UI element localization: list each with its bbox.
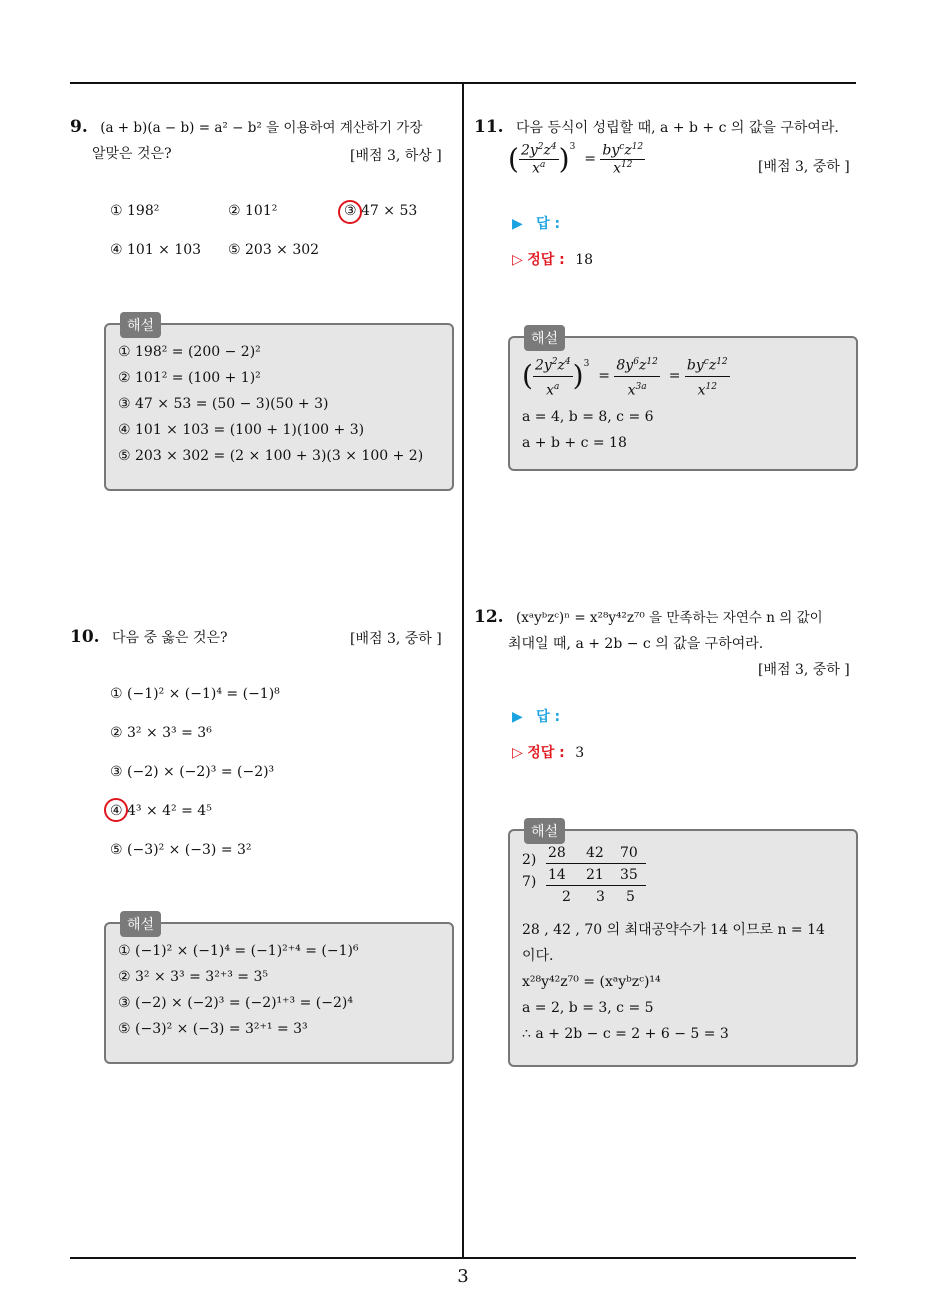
q9-number: 9. (70, 117, 88, 137)
q12-number: 12. (474, 607, 504, 627)
division-cell: 2 (562, 889, 571, 905)
q9-explanation-line: ③ 47 × 53 = (50 − 3)(50 + 3) (118, 396, 329, 412)
divisor: 2) (522, 852, 537, 868)
q11-correct-row (512, 249, 593, 269)
q9-choice-1[interactable]: ① 198² (110, 203, 160, 219)
q12-correct-row (512, 742, 584, 762)
q12-answer-label: 답 : (536, 709, 561, 725)
q10-number: 10. (70, 627, 100, 647)
q9-text-line1: (a + b)(a − b) = a² − b² 을 이용하여 계산하기 가장 (100, 120, 423, 136)
q9-selected-circle (338, 200, 362, 224)
division-cell: 21 (586, 867, 604, 883)
q10-choice-3[interactable]: ③ (−2) × (−2)³ = (−2)³ (110, 764, 275, 780)
page-number: 3 (457, 1266, 469, 1287)
division-row (522, 867, 844, 889)
q10-explanation-line: ③ (−2) × (−2)³ = (−2)¹⁺³ = (−2)⁴ (118, 995, 353, 1011)
division-cell: 14 (548, 867, 566, 883)
q12-text-line2: 최대일 때, a + 2b − c 의 값을 구하여라. (508, 636, 764, 652)
q10-explanation-tab: 해설 (120, 911, 161, 937)
q10-text: 다음 중 옳은 것은? (112, 630, 228, 646)
q9-explanation-box (104, 318, 454, 491)
q10-explanation-box (104, 917, 454, 1064)
play-icon: ▶ (512, 216, 523, 232)
q10-selected-circle (104, 798, 128, 822)
q9-explanation-line: ⑤ 203 × 302 = (2 × 100 + 3)(3 × 100 + 2) (118, 448, 424, 464)
q11-explanation-tab: 해설 (524, 325, 565, 351)
q9-explanation-line: ④ 101 × 103 = (100 + 1)(100 + 3) (118, 422, 365, 438)
q11-correct-value: 18 (575, 252, 594, 268)
q12-question (474, 604, 860, 657)
triangle-outline-icon: ▷ (512, 252, 523, 268)
q11-answer-label: 답 : (536, 216, 561, 232)
q9-choice-3[interactable]: ③ 47 × 53 (344, 203, 418, 219)
q11-explanation-line: a + b + c = 18 (522, 435, 627, 452)
q12-explanation-tab: 해설 (524, 818, 565, 844)
q9-text-line2: 알맞은 것은? (92, 146, 172, 162)
play-icon: ▶ (512, 709, 523, 725)
q12-explanation-box (508, 824, 858, 1067)
q11-score: [배점 3, 중하 ] (758, 159, 850, 175)
division-row (522, 845, 844, 867)
q12-correct-label: 정답 : (527, 745, 565, 761)
q11-question (474, 114, 839, 141)
q10-choice-4[interactable]: ④ 4³ × 4² = 4⁵ (110, 803, 212, 819)
q12-explanation-line: 28 , 42 , 70 의 최대공약수가 14 이므로 n = 14 (522, 922, 825, 938)
division-cell: 35 (620, 867, 638, 883)
division-table (522, 845, 844, 911)
q9-explanation-line: ① 198² = (200 − 2)² (118, 344, 261, 360)
division-cell: 70 (620, 845, 638, 861)
q12-score: [배점 3, 중하 ] (758, 662, 850, 678)
q11-answer-row[interactable] (512, 213, 560, 233)
q12-answer-row[interactable] (512, 706, 560, 726)
q12-text-line1: (xᵃyᵇzᶜ)ⁿ = x²⁸y⁴²z⁷⁰ 을 만족하는 자연수 n 의 값이 (516, 610, 823, 626)
q9-score: [배점 3, 하상 ] (350, 148, 442, 164)
divisor: 7) (522, 874, 537, 890)
q9-explanation-tab: 해설 (120, 312, 161, 338)
division-cell: 28 (548, 845, 566, 861)
q10-choice-2[interactable]: ② 3² × 3³ = 3⁶ (110, 725, 212, 741)
q9-choice-4[interactable]: ④ 101 × 103 (110, 242, 202, 258)
q10-explanation-line: ② 3² × 3³ = 3²⁺³ = 3⁵ (118, 969, 268, 985)
q11-explanation-line: a = 4, b = 8, c = 6 (522, 409, 654, 426)
q11-equation: ( $\frac{2y^2z^4}{x^a}$ )$^3$ = $\frac{by^cz^{12}}{x^{12}}$ (508, 142, 644, 177)
column-divider (462, 82, 464, 1259)
q10-choice-5[interactable]: ⑤ (−3)² × (−3) = 3² (110, 842, 252, 858)
q10-explanation-line: ① (−1)² × (−1)⁴ = (−1)²⁺⁴ = (−1)⁶ (118, 943, 359, 959)
q11-explanation-equation: ( $\frac{2y^2z^4}{x^a}$ )$^3$ = $\frac{8y^6z^{12}}{x^{3a}}$ = $\frac{by^cz^{12}}{x^{12}}$ (522, 352, 844, 400)
division-cell: 42 (586, 845, 604, 861)
q12-explanation-line: a = 2, b = 3, c = 5 (522, 1000, 654, 1016)
q9-explanation-line: ② 101² = (100 + 1)² (118, 370, 261, 386)
q12-correct-value: 3 (575, 745, 585, 761)
q9-choice-5[interactable]: ⑤ 203 × 302 (228, 242, 320, 258)
division-cell: 5 (626, 889, 635, 905)
q11-correct-label: 정답 : (527, 252, 565, 268)
division-cell: 3 (596, 889, 605, 905)
q10-score: [배점 3, 중하 ] (350, 631, 442, 647)
q12-explanation-line: 이다. (522, 948, 554, 964)
q10-choice-1[interactable]: ① (−1)² × (−1)⁴ = (−1)⁸ (110, 686, 280, 702)
q10-explanation-line: ⑤ (−3)² × (−3) = 3²⁺¹ = 3³ (118, 1021, 308, 1037)
q10-question (70, 624, 228, 651)
q11-number: 11. (474, 117, 504, 137)
q12-explanation-line: x²⁸y⁴²z⁷⁰ = (xᵃyᵇzᶜ)¹⁴ (522, 974, 661, 990)
q12-explanation-line: ∴ a + 2b − c = 2 + 6 − 5 = 3 (522, 1026, 729, 1042)
triangle-outline-icon: ▷ (512, 745, 523, 761)
q9-choice-2[interactable]: ② 101² (228, 203, 278, 219)
q11-explanation-box (508, 331, 858, 471)
q11-text: 다음 등식이 성립할 때, a + b + c 의 값을 구하여라. (516, 120, 839, 136)
division-row (522, 889, 844, 911)
